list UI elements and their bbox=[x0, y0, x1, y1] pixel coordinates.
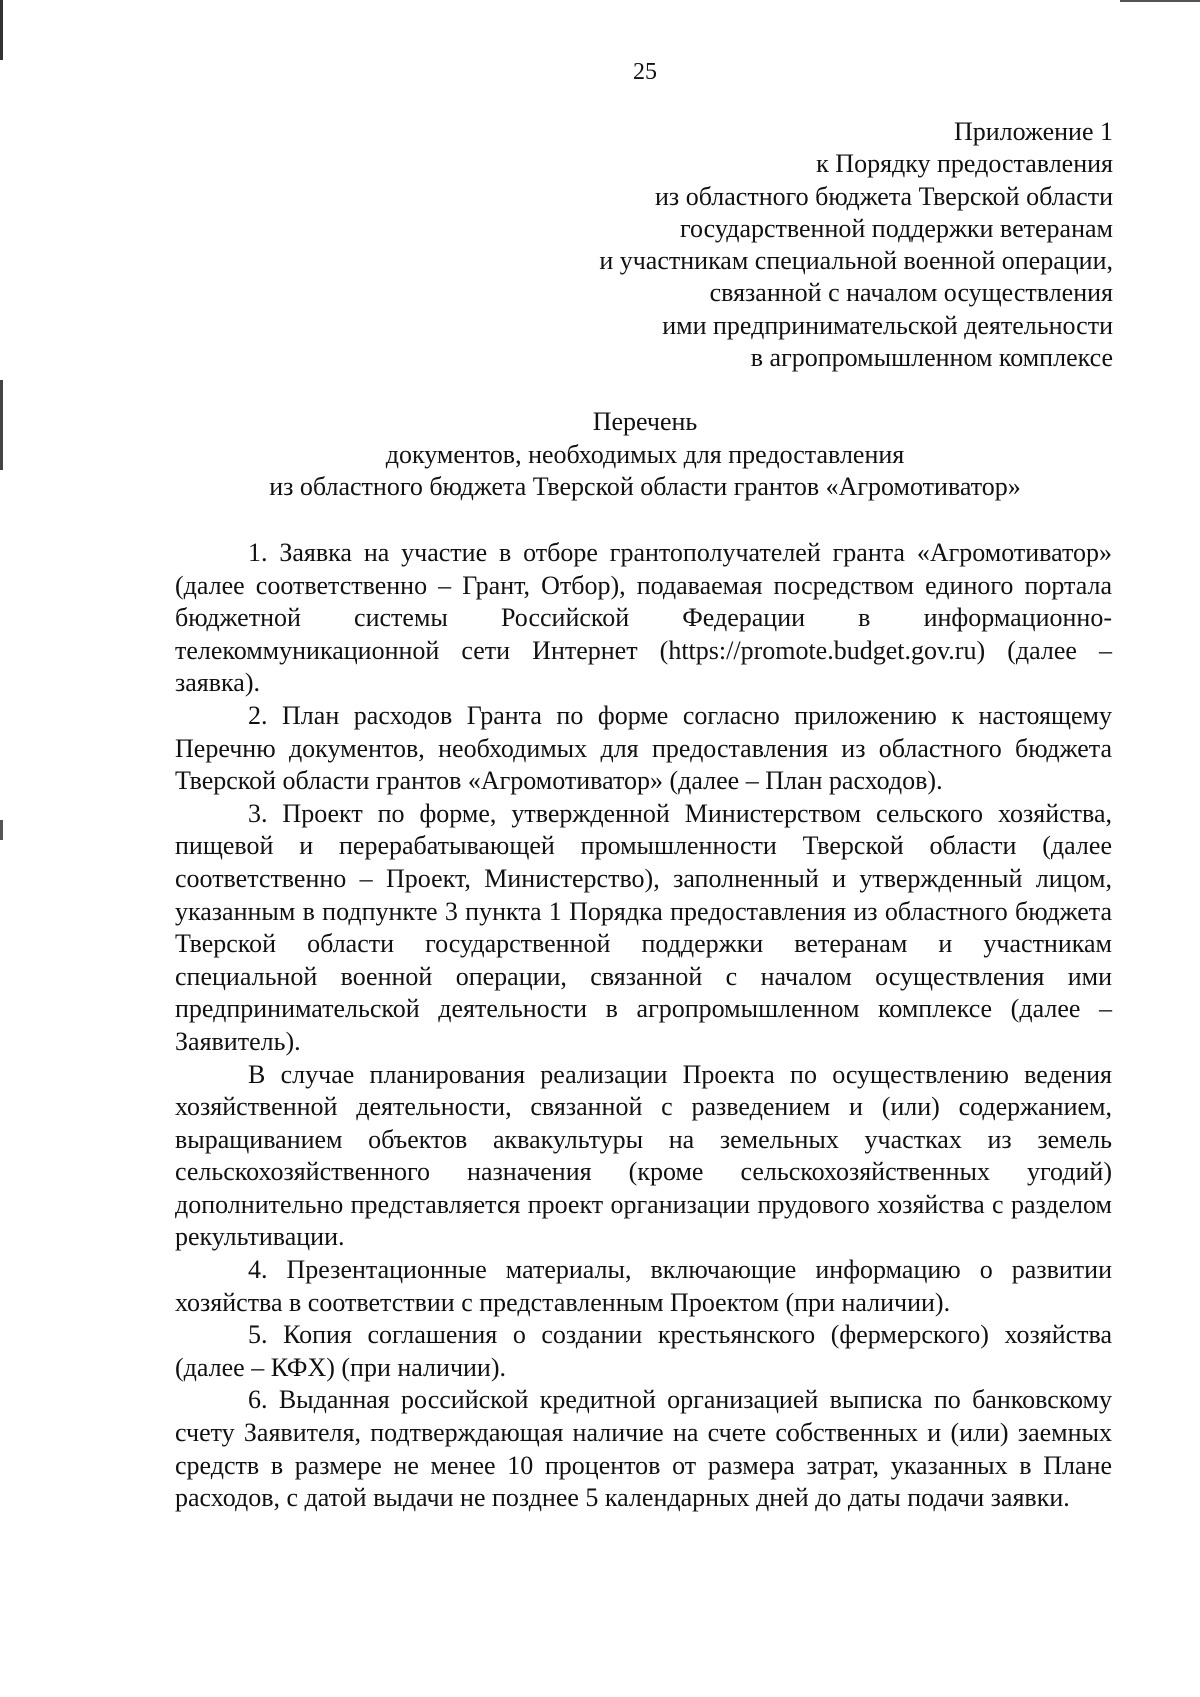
appendix-line: к Порядку предоставления bbox=[816, 149, 1113, 179]
scan-edge-top bbox=[1120, 0, 1200, 2]
paragraph-item-1: 1. Заявка на участие в отборе грантополучателей гранта «Агромотиватор» (далее соответственно – Грант, Отбор), подаваемая посредством единого портала бюджетной системы Российской Федерации в информационно-телекоммуникационной сети Интернет (https://promote.budget.gov.ru) (далее – заявка). bbox=[175, 538, 1112, 698]
title-heading: Перечень bbox=[592, 407, 698, 436]
paragraph-item-5: 5. Копия соглашения о создании крестьянского (фермерского) хозяйства (далее – КФХ) (при наличии). bbox=[175, 1320, 1112, 1382]
appendix-line: Приложение 1 bbox=[953, 117, 1113, 146]
paragraph-item-3: 3. Проект по форме, утвержденной Министерством сельского хозяйства, пищевой и перерабатывающей промышленности Тверской области (далее соответственно – Проект, Министерство), заполненный и утвержденный лицом, указанным в подпункте 3 пункта 1 Порядка предоставления из областного бюджета Тверской области государственной поддержки ветеранам и участникам специальной военной операции, связанной с началом осуществления ими предпринимательской деятельности в агропромышленном комплексе (далее – Заявитель). bbox=[175, 798, 1112, 1056]
appendix-line: связанной с началом осуществления bbox=[709, 278, 1113, 308]
appendix-line: в агропромышленном комплексе bbox=[750, 343, 1113, 373]
appendix-line: и участникам специальной военной операции, bbox=[599, 246, 1113, 276]
title-line: из областного бюджета Тверской области грантов «Агромотиватор» bbox=[269, 472, 1021, 501]
paragraph-item-2: 2. План расходов Гранта по форме согласно приложению к настоящему Перечню документов, необходимых для предоставления из областного бюджета Тверской области грантов «Агромотиватор» (далее – План расходов). bbox=[175, 700, 1112, 796]
paragraph-item-3-note: В случае планирования реализации Проекта по осуществлению ведения хозяйственной деятельности, связанной с разведением и (или) содержанием, выращиванием объектов аквакультуры на земельных участках из земель сельскохозяйственного назначения (кроме сельскохозяйственных угодий) дополнительно представляется проект организации прудового хозяйства с разделом рекультивации. bbox=[175, 1059, 1112, 1252]
appendix-reference bbox=[599, 116, 1113, 374]
appendix-line: государственной поддержки ветеранам bbox=[680, 213, 1113, 243]
appendix-line: из областного бюджета Тверской области bbox=[655, 181, 1113, 211]
paragraph-item-4: 4. Презентационные материалы, включающие информацию о развитии хозяйства в соответствии с представленным Проектом (при наличии). bbox=[175, 1255, 1112, 1317]
page-number: 25 bbox=[633, 59, 657, 85]
scan-edge-left bbox=[0, 0, 3, 1697]
document-body bbox=[175, 537, 1112, 1515]
paragraph-item-6: 6. Выданная российской кредитной организацией выписка по банковскому счету Заявителя, подтверждающая наличие на счете собственных и (или) заемных средств в размере не менее 10 процентов от размера затрат, указанных в Плане расходов, с датой выдачи не позднее 5 календарных дней до даты подачи заявки. bbox=[175, 1385, 1112, 1513]
document-title bbox=[0, 406, 1200, 504]
title-line: документов, необходимых для предоставления bbox=[385, 439, 905, 469]
appendix-line: ими предпринимательской деятельности bbox=[662, 310, 1113, 340]
